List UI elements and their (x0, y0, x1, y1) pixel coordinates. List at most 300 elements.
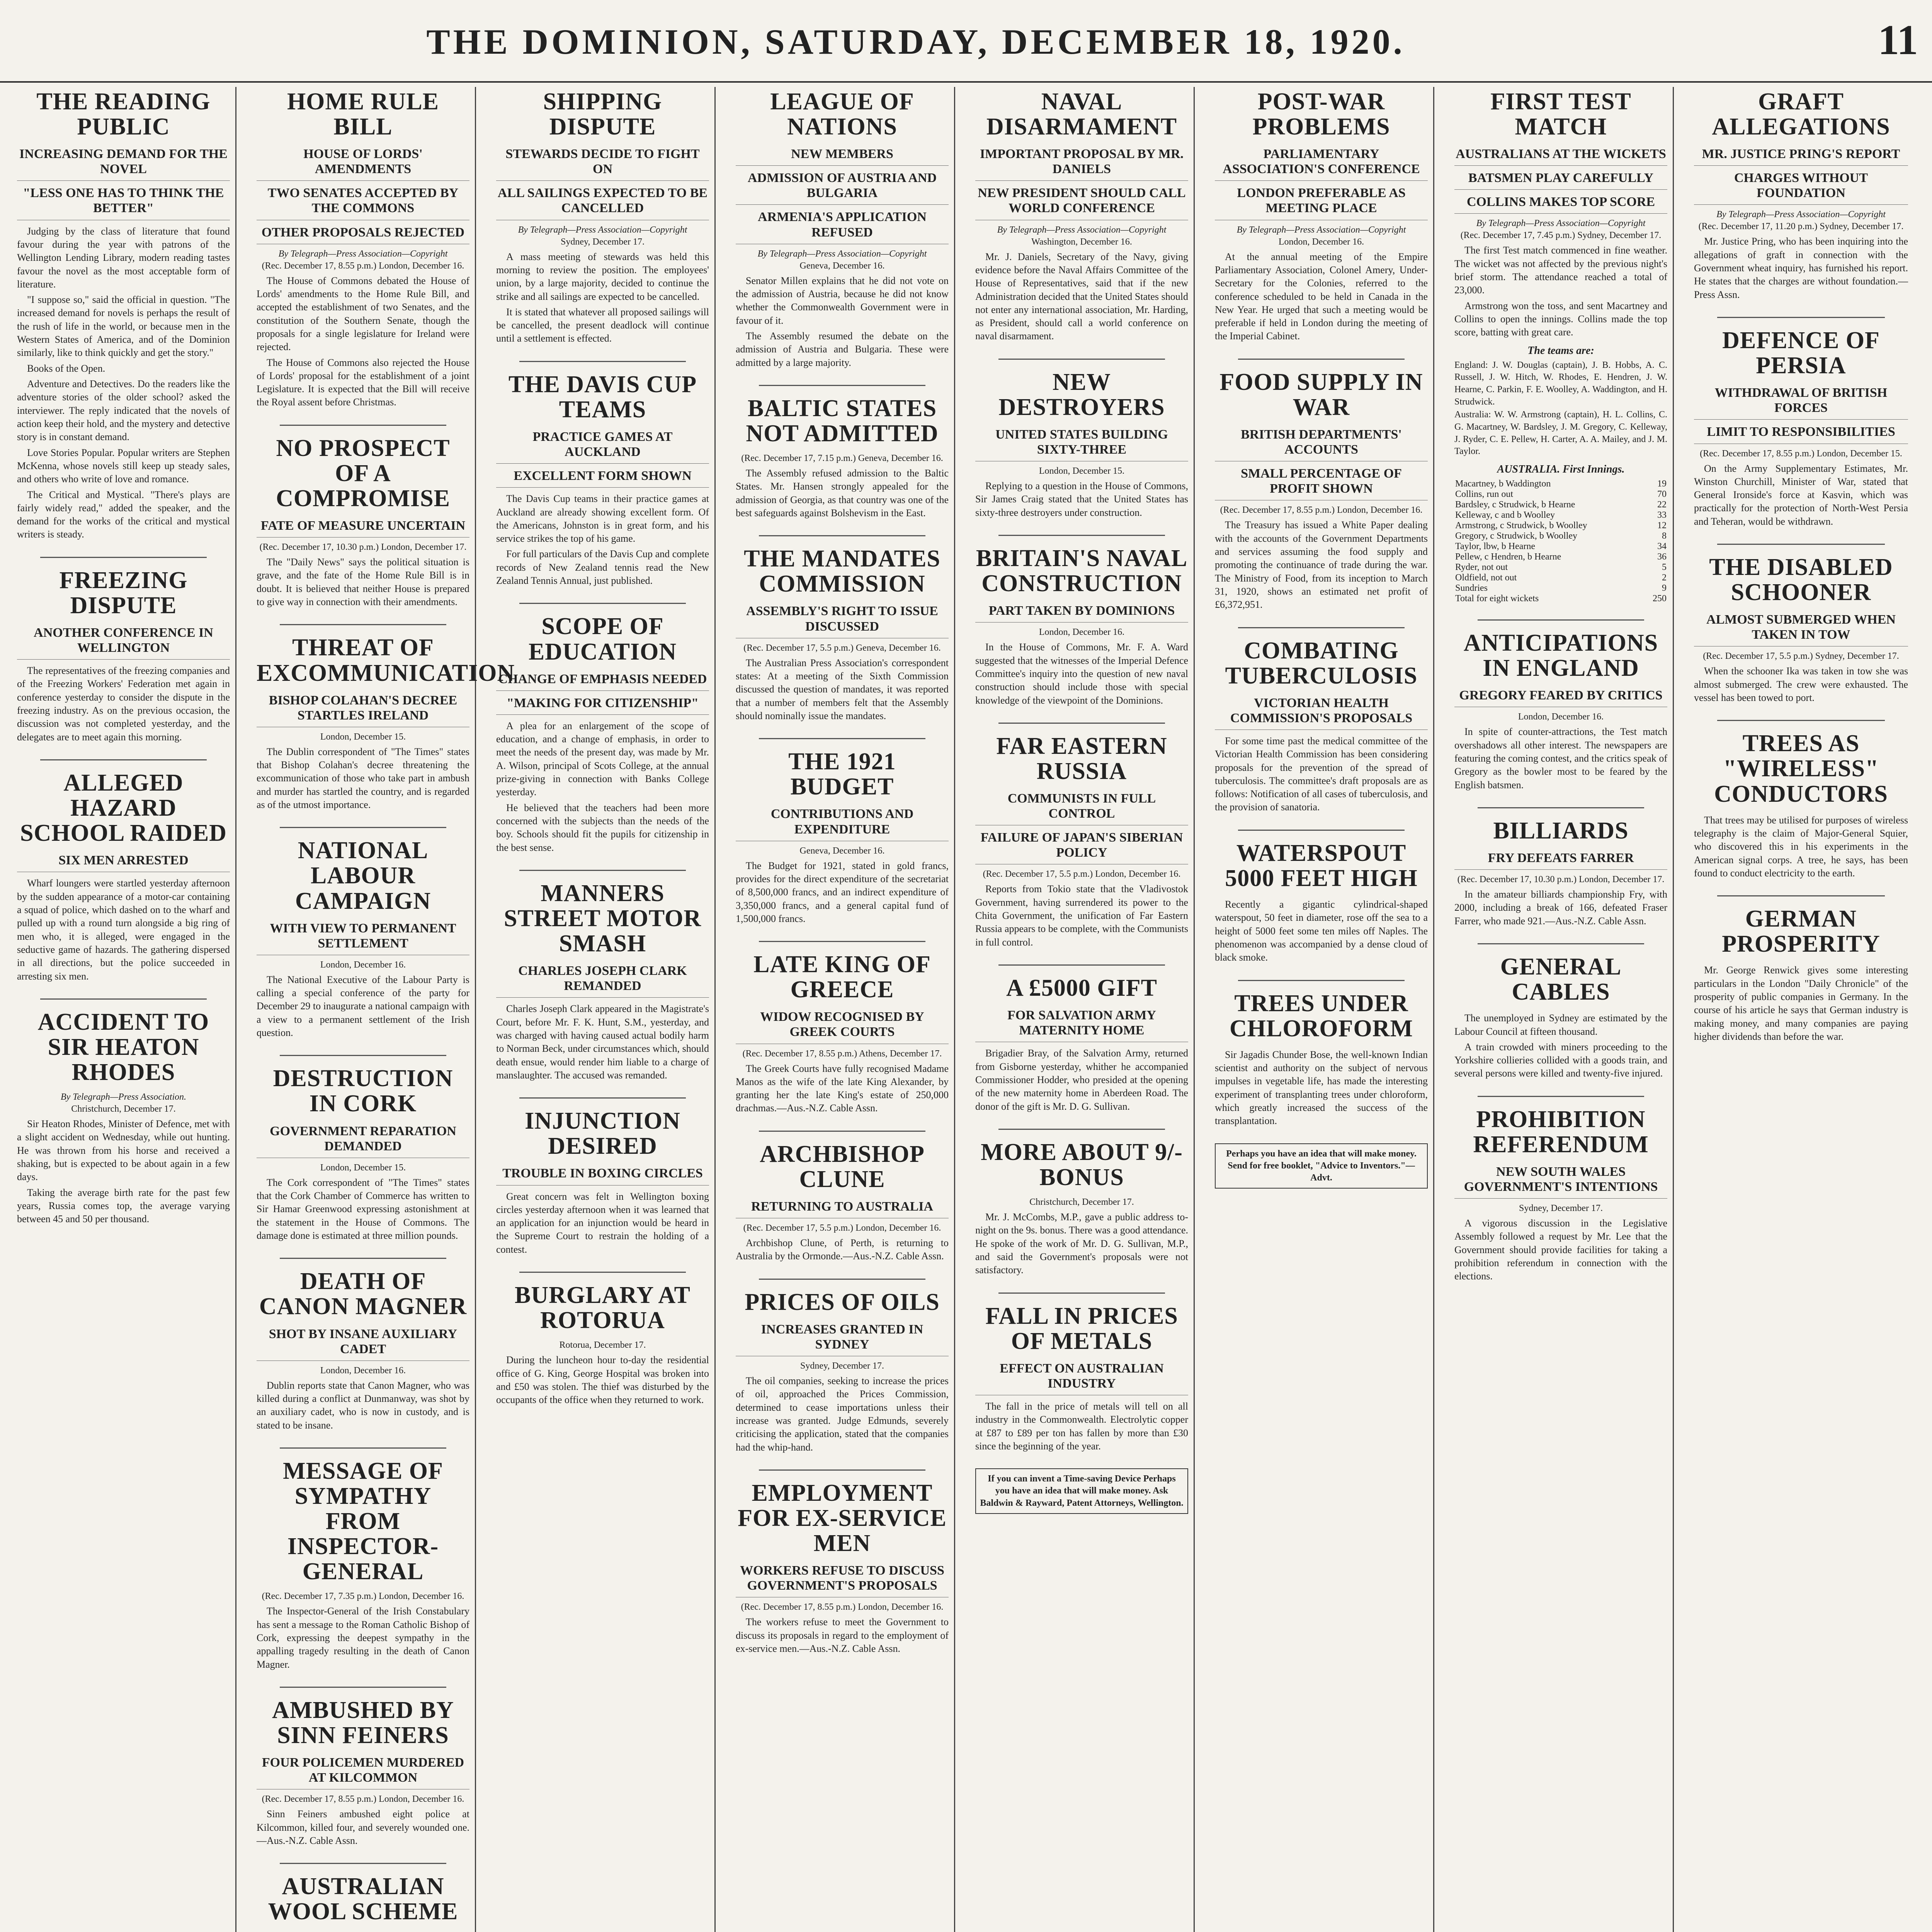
story-dateline: London, December 16. (1518, 712, 1604, 722)
story-headline: DEFENCE OF PERSIA (1722, 327, 1880, 379)
teams-list (1454, 359, 1667, 458)
story-deck: PRACTICE GAMES AT AUCKLAND (496, 429, 709, 464)
story-divider (280, 827, 446, 828)
story-deck: STEWARDS DECIDE TO FIGHT ON (496, 146, 709, 181)
story-headline: THE READING PUBLIC (36, 88, 211, 140)
story (257, 1698, 469, 1847)
runs: 36 (1657, 552, 1667, 562)
story-paragraph: He believed that the teachers had been more concerned with the subjects than the needs of the boy. Schools should fit the pupils for citizenship in the best sense. (496, 802, 709, 853)
runs: 70 (1657, 489, 1667, 500)
story-divider (1238, 830, 1405, 831)
story-body (1215, 1048, 1428, 1128)
story-divider (998, 1129, 1165, 1130)
story (975, 976, 1188, 1113)
story-deck: VICTORIAN HEALTH COMMISSION'S PROPOSALS (1215, 696, 1428, 730)
story-divider (280, 1687, 446, 1688)
story-paragraph: The unemployed in Sydney are estimated by the Labour Council at fifteen thousand. (1454, 1012, 1667, 1037)
column-2 (251, 87, 515, 1932)
story-paragraph: Wharf loungers were startled yesterday afternoon by the sudden appearance of a motor-car containing a squad of police, which dashed on to the wharf and pulled up with a round turn alongside a big ring of men who, it is alleged, were engaged in the seductive game of hazards. The gathering dispersed in all directions, but the police succeeded in arresting six men. (17, 878, 230, 982)
story-body (17, 664, 230, 744)
story-body (1454, 1012, 1667, 1080)
story-deck: IMPORTANT PROPOSAL BY MR. DANIELS (975, 146, 1188, 181)
story (496, 372, 709, 588)
scoreboard-title: AUSTRALIA. First Innings. (1497, 463, 1625, 476)
columns (12, 87, 1930, 1932)
story (257, 89, 469, 409)
story-headline: BURGLARY AT ROTORUA (515, 1282, 690, 1334)
story-divider (998, 723, 1165, 724)
column-7 (1449, 87, 1674, 1932)
scoreboard (1454, 479, 1667, 604)
story-deck: WITHDRAWAL OF BRITISH FORCES (1694, 385, 1908, 420)
story-headline: AUSTRALIAN WOOL SCHEME (268, 1873, 458, 1925)
story (1694, 555, 1908, 704)
story-paragraph: The Greek Courts have fully recognised Madame Manos as the wife of the late King Alexander, by granting her the late King's estate of 250,000 drachmas.—Aus.-N.Z. Cable Assn. (736, 1063, 949, 1114)
story-paragraph: Mr. George Renwick gives some interesting particulars in the London "Daily Chronicle" of the prosperity of public companies in Germany. In the course of his article he says that German industry is making money, and many companies are paying higher dividends than before the war. (1694, 964, 1908, 1042)
story-headline: NAVAL DISARMAMENT (986, 88, 1177, 140)
story (1694, 731, 1908, 880)
story (736, 1142, 949, 1263)
story-deck: CHARGES WITHOUT FOUNDATION (1694, 170, 1908, 205)
runs: 5 (1662, 562, 1667, 573)
story-body (1454, 1217, 1667, 1283)
story-deck: BATSMEN PLAY CAREFULLY (1454, 170, 1667, 190)
story-body (736, 1616, 949, 1655)
story-dateline: Sydney, December 17. (1519, 1203, 1603, 1214)
story-headline: DEATH OF CANON MAGNER (259, 1268, 467, 1320)
runs: 9 (1662, 583, 1667, 594)
story-paragraph: The workers refuse to meet the Government to discuss its proposals in regard to the employment of ex-service men.—Aus.-N.Z. Cable Assn. (736, 1616, 949, 1654)
column-6 (1209, 87, 1434, 1932)
story-dateline: London, December 16. (320, 959, 406, 970)
story (496, 89, 709, 345)
story-divider (519, 1097, 686, 1099)
story-dateline: (Rec. December 17, 5.5 p.m.) Sydney, December 17. (1703, 651, 1899, 662)
story-divider (1478, 807, 1644, 808)
story-paragraph: The representatives of the freezing companies and of the Freezing Workers' Federation met again in conference yesterday to consider the dispute in the freezing industry. As on the previous occasion, the discussion was not completed yesterday, and the delegates are to meet again this morning. (17, 665, 230, 743)
story (736, 546, 949, 723)
story-deck: BRITISH DEPARTMENTS' ACCOUNTS (1215, 427, 1428, 461)
story-byline: By Telegraph—Press Association—Copyright (757, 248, 927, 259)
story-headline: ARCHBISHOP CLUNE (760, 1141, 925, 1192)
story-body (17, 1117, 230, 1226)
story-headline: LEAGUE OF NATIONS (770, 88, 914, 140)
story-paragraph: On the Army Supplementary Estimates, Mr. Winston Churchill, Minister of War, stated that General Ironside's force at Kasvin, which was practically for the protection of North-West Persia and Teheran, would be withdrawn. (1694, 463, 1908, 527)
story-paragraph: The National Executive of the Labour Party is calling a special conference of the party for December 29 to inaugurate a national campaign with a view to a permanent settlement of the Irish question. (257, 974, 469, 1039)
masthead-title: THE DOMINION, SATURDAY, DECEMBER 18, 1920. (426, 22, 1405, 61)
story-headline: NO PROSPECT OF A COMPROMISE (276, 435, 450, 512)
story-deck: AUSTRALIANS AT THE WICKETS (1454, 146, 1667, 166)
scoreboard-row (1454, 562, 1667, 573)
story (496, 614, 709, 854)
story-deck: FAILURE OF JAPAN'S SIBERIAN POLICY (975, 830, 1188, 864)
scoreboard-row (1454, 510, 1667, 520)
story-deck: ASSEMBLY'S RIGHT TO ISSUE DISCUSSED (736, 604, 949, 638)
story-dateline: Christchurch, December 17. (1029, 1197, 1134, 1208)
story-divider (519, 603, 686, 604)
story-body (1694, 964, 1908, 1043)
story-headline: GRAFT ALLEGATIONS (1712, 88, 1890, 140)
story (975, 1304, 1188, 1453)
scoreboard-row (1454, 552, 1667, 562)
story-headline: THE DAVIS CUP TEAMS (508, 371, 697, 423)
story-divider (519, 870, 686, 871)
story-divider (1238, 359, 1405, 360)
story-paragraph: Mr. Justice Pring, who has been inquiring into the allegations of graft in connection with the Government wheat inquiry, has furnished his report. He states that the charges are without foundation.—Press Assn. (1694, 236, 1908, 300)
story-paragraph: The Dublin correspondent of "The Times" states that Bishop Colahan's decree threatening the excommunication of those who take part in ambush and murder has startled the country, and is regarded as of the utmost importance. (257, 746, 469, 811)
story (257, 634, 515, 811)
story-deck: TROUBLE IN BOXING CIRCLES (496, 1166, 709, 1185)
story (17, 770, 230, 983)
story-paragraph: Armstrong won the toss, and sent Macartney and Collins to open the innings. Collins made the top score, batting with great care. (1454, 300, 1667, 338)
story-dateline: (Rec. December 17, 8.55 p.m.) London, December 16. (262, 1794, 464, 1804)
story-deck: FOR SALVATION ARMY MATERNITY HOME (975, 1008, 1188, 1042)
story-divider (1238, 627, 1405, 628)
story-headline: AMBUSHED BY SINN FEINERS (272, 1697, 454, 1749)
story-dateline: London, December 16. (1278, 236, 1364, 247)
story-paragraph: The "Daily News" says the political situation is grave, and the fate of the Home Rule Bill is in doubt. It is believed that neither House is prepared to give way in connection with their amendments. (257, 556, 469, 608)
batsman: Oldfield, not out (1455, 573, 1517, 583)
story-deck: COLLINS MAKES TOP SCORE (1454, 194, 1667, 214)
story-dateline: (Rec. December 17, 8.55 p.m.) London, December 15. (1700, 448, 1902, 459)
story (257, 1874, 469, 1932)
story (736, 1481, 949, 1655)
story-divider (280, 1447, 446, 1449)
story-divider (1478, 1096, 1644, 1097)
batsman: Ryder, not out (1455, 562, 1508, 573)
story (1454, 89, 1667, 604)
teams-title: The teams are: (1527, 344, 1594, 357)
story-headline: DESTRUCTION IN CORK (273, 1065, 453, 1117)
story-dateline: London, December 15. (320, 731, 406, 742)
masthead (0, 0, 1932, 83)
story-headline: MORE ABOUT 9/- BONUS (981, 1139, 1183, 1190)
story-divider (40, 557, 207, 558)
story-paragraph: Sir Heaton Rhodes, Minister of Defence, met with a slight accident on Wednesday, while out hunting. He was thrown from his horse and received a shaking, but is expected to be about again in a few days. (17, 1118, 230, 1183)
story-body (257, 1379, 469, 1432)
story-paragraph: Taking the average birth rate for the past few years, Russia comes top, the average varying between 45 and 50 per thousand. (17, 1187, 230, 1225)
story-dateline: (Rec. December 17, 10.30 p.m.) London, December 17. (259, 542, 467, 553)
story-headline: LATE KING OF GREECE (753, 951, 931, 1003)
story-dateline: (Rec. December 17, 11.20 p.m.) Sydney, December 17. (1698, 221, 1904, 232)
story-paragraph: The Budget for 1921, stated in gold francs, provides for the direct expenditure of the secretariat of 8,500,000 francs, and an indirect expenditure of 3,350,000 francs, and a general capital fund of 1,500,000 francs. (736, 860, 949, 924)
story-paragraph: The Cork correspondent of "The Times" states that the Cork Chamber of Commerce has written to Sir Hamar Greenwood expressing astonishment at the statement in the House of Commons. The damage done is estimated at three million pounds. (257, 1177, 469, 1241)
story-body (496, 719, 709, 854)
story-paragraph: A vigorous discussion in the Legislative Assembly followed a request by Mr. Lee that the Government should provide facilities for taking a prohibition referendum in connection with the elections. (1454, 1218, 1667, 1282)
story-headline: TREES UNDER CHLOROFORM (1230, 990, 1413, 1042)
story (496, 1109, 709, 1256)
story-divider (40, 759, 207, 760)
story-dateline: (Rec. December 17, 7.45 p.m.) Sydney, December 17. (1460, 230, 1662, 241)
story-divider (519, 361, 686, 362)
story-headline: FALL IN PRICES OF METALS (985, 1303, 1178, 1354)
story-body (496, 492, 709, 587)
story-paragraph: A train crowded with miners proceeding to the Yorkshire collieries collided with a goods train, and several persons were killed and twenty-five injured. (1454, 1041, 1667, 1079)
story-dateline: (Rec. December 17, 5.5 p.m.) London, December 16. (983, 869, 1181, 879)
story-headline: HOME RULE BILL (287, 88, 439, 140)
story-headline: POST-WAR PROBLEMS (1252, 88, 1390, 140)
batsman: Armstrong, c Strudwick, b Woolley (1455, 520, 1587, 531)
story-body (257, 1808, 469, 1847)
story (17, 1010, 230, 1226)
story-dateline: (Rec. December 17, 8.55 p.m.) London, December 16. (1220, 505, 1423, 515)
story-headline: MANNERS STREET MOTOR SMASH (503, 880, 702, 957)
story-body (736, 1062, 949, 1115)
story-dateline: (Rec. December 17, 5.5 p.m.) Geneva, December 16. (743, 643, 941, 653)
story-body (257, 1176, 469, 1243)
story (736, 396, 949, 520)
batsman: Taylor, lbw, b Hearne (1455, 541, 1536, 552)
story-paragraph: "I suppose so," said the official in question. "The increased demand for novels is perhaps the result of the rush of life in the world, or because men in the Western States of America, and of the Dominion similarly, like to think quickly and get the story." (17, 294, 230, 359)
story-paragraph: The House of Commons also rejected the House of Lords' proposal for the establishment of a joint Legislature. It is expected that the Bill will receive the Royal assent before Christmas. (257, 357, 469, 408)
story-deck: NEW SOUTH WALES GOVERNMENT'S INTENTIONS (1454, 1164, 1667, 1199)
story-paragraph: Adventure and Detectives. Do the readers like the adventure stories of the older school? asked the interviewer. The reply indicated that the novels of action keep their hold, and the mystery and detective story is in constant demand. (17, 378, 230, 443)
story-paragraph: Mr. J. Daniels, Secretary of the Navy, giving evidence before the Naval Affairs Committee of the House of Representatives, said that if the new Administration decided that the United States should not enter any international association, Mr. Harding, as President, should call a world conference on naval disarmament. (975, 251, 1188, 342)
team-entry: Australia: W. W. Armstrong (captain), H. L. Collins, C. G. Macartney, W. Bardsley, J. M. Gregory, C. Kelleway, J. Ryder, C. E. Pellew, H. Carter, A. A. Mailey, and J. M. Taylor. (1454, 410, 1667, 457)
story (257, 1269, 469, 1432)
story-headline: SCOPE OF EDUCATION (528, 613, 677, 665)
story-byline: By Telegraph—Press Association. (60, 1092, 187, 1102)
story-body (1215, 735, 1428, 814)
story (975, 89, 1188, 343)
story (496, 1283, 709, 1406)
story-paragraph: When the schooner Ika was taken in tow she was almost submerged. The crew were exhausted. The vessel has been towed to port. (1694, 665, 1908, 704)
story-paragraph: The Treasury has issued a White Paper dealing with the accounts of the Government Departments and services assuming the food supply and promoting the continuance of trade during the war. The Ministry of Food, from its inception to March 31, 1920, shows an estimated net profit of £6,372,951. (1215, 519, 1428, 611)
story-paragraph: That trees may be utilised for purposes of wireless telegraphy is the claim of Major-General Squier, who discovered this in his experiments in the American signal corps. A tree, he says, has been found to conduct electricity to the earth. (1694, 814, 1908, 879)
story-paragraph: A mass meeting of stewards was held this morning to review the position. The employees' union, by a large majority, decided to continue the strike and all sailings are expected to be cancelled. (496, 251, 709, 302)
story-deck: NEW MEMBERS (736, 146, 949, 166)
story-deck: MR. JUSTICE PRING'S REPORT (1694, 146, 1908, 166)
story-body (1215, 898, 1428, 964)
story-paragraph: Sinn Feiners ambushed eight police at Kilcommon, killed four, and severely wounded one.—Aus.-N.Z. Cable Assn. (257, 1808, 469, 1846)
story-deck: CONTRIBUTIONS AND EXPENDITURE (736, 806, 949, 841)
story-deck: UNITED STATES BUILDING SIXTY-THREE (975, 427, 1188, 461)
story-paragraph: Great concern was felt in Wellington boxing circles yesterday afternoon when it was learned that an application for an injunction would be heard in the Supreme Court to restrain the holding of a contest. (496, 1190, 709, 1255)
story-headline: ACCIDENT TO SIR HEATON RHODES (37, 1009, 209, 1086)
story-deck: RETURNING TO AUSTRALIA (736, 1199, 949, 1218)
story-dateline: (Rec. December 17, 5.5 p.m.) London, December 16. (743, 1223, 941, 1233)
story-deck: LONDON PREFERABLE AS MEETING PLACE (1215, 185, 1428, 220)
story-dateline: London, December 16. (320, 1365, 406, 1376)
story-paragraph: In spite of counter-attractions, the Test match overshadows all other interest. The newspapers are featuring the coming contest, and the critics speak of Gregory as the bowler most to be feared by the English batsmen. (1454, 726, 1667, 791)
story (257, 1459, 469, 1671)
story (1215, 991, 1428, 1128)
story-deck: FRY DEFEATS FARRER (1454, 850, 1667, 870)
story (736, 952, 949, 1115)
story (975, 1140, 1188, 1277)
batsman: Collins, run out (1455, 489, 1514, 500)
story (1694, 328, 1908, 528)
story-deck: GOVERNMENT REPARATION DEMANDED (257, 1124, 469, 1158)
story-paragraph: The Critical and Mystical. "There's plays are fairly widely read," added the speaker, and the demand for the works of the critical and mystical writers is steady. (17, 489, 230, 540)
story-paragraph: The House of Commons debated the House of Lords' amendments to the Home Rule Bill, and accepted the establishment of two Senates, and the constitution of the Southern Senate, though the proposals for a single legislature for Ireland were rejected. (257, 275, 469, 353)
scoreboard-row (1454, 479, 1667, 489)
story (1215, 841, 1428, 964)
story-headline: ALLEGED HAZARD SCHOOL RAIDED (20, 770, 227, 847)
runs: 19 (1657, 479, 1667, 489)
story (1454, 954, 1667, 1080)
story (17, 568, 230, 744)
story-paragraph: Sir Jagadis Chunder Bose, the well-known Indian scientist and authority on the subject of nervous impulses in vegetable life, has made the interesting experiment of transplanting trees under chloroform, which greatly increased the success of the transplantation. (1215, 1049, 1428, 1127)
story (736, 749, 949, 925)
story-body (1694, 462, 1908, 529)
story (257, 838, 469, 1039)
story-divider (280, 624, 446, 625)
story-headline: BALTIC STATES NOT ADMITTED (746, 395, 939, 447)
story-body (975, 1400, 1188, 1453)
story-body (1454, 725, 1667, 792)
story-deck: EFFECT ON AUSTRALIAN INDUSTRY (975, 1361, 1188, 1395)
story-body (975, 250, 1188, 343)
story-dateline: London, December 16. (1039, 627, 1125, 638)
story-body (496, 1354, 709, 1406)
story-divider (1717, 317, 1885, 318)
story-deck: GREGORY FEARED BY CRITICS (1454, 688, 1667, 707)
story-deck: TWO SENATES ACCEPTED BY THE COMMONS (257, 185, 469, 220)
story-byline: By Telegraph—Press Association—Copyright (997, 224, 1167, 235)
story-divider (280, 425, 446, 426)
story-deck: SHOT BY INSANE AUXILIARY CADET (257, 1327, 469, 1361)
batsman: Macartney, b Waddington (1455, 479, 1551, 489)
story-headline: BILLIARDS (1493, 817, 1629, 844)
story-deck: WITH VIEW TO PERMANENT SETTLEMENT (257, 921, 469, 955)
story-divider (998, 1293, 1165, 1294)
story-headline: WATERSPOUT 5000 FEET HIGH (1225, 840, 1418, 891)
story-headline: FIRST TEST MATCH (1490, 88, 1631, 140)
story-dateline: (Rec. December 17, 7.15 p.m.) Geneva, December 16. (741, 453, 943, 464)
story-dateline: Washington, December 16. (1031, 236, 1132, 247)
story-body (736, 859, 949, 926)
story-divider (1717, 895, 1885, 896)
story-headline: ANTICIPATIONS IN ENGLAND (1463, 630, 1658, 682)
advertisement: If you can invent a Time-saving Device Perhaps you have an idea that will make money. Ask Baldwin & Rayward, Patent Attorneys, Wellington. (975, 1468, 1188, 1514)
story-body (257, 1605, 469, 1671)
story-headline: GENERAL CABLES (1500, 954, 1622, 1005)
story-body (975, 1211, 1188, 1277)
story-byline: By Telegraph—Press Association—Copyright (518, 224, 687, 235)
story (1454, 631, 1667, 792)
story-headline: INJUNCTION DESIRED (525, 1108, 680, 1160)
story-divider (759, 738, 925, 739)
story (736, 1290, 949, 1454)
story-paragraph: Senator Millen explains that he did not vote on the admission of Austria, because he did not know whether the Commonwealth Government were in favour of it. (736, 275, 949, 326)
column-1 (12, 87, 236, 1932)
story-body (975, 641, 1188, 707)
story-body (736, 467, 949, 520)
story-body (736, 656, 949, 723)
story-dateline: Geneva, December 16. (799, 845, 885, 856)
story-paragraph: The first Test match commenced in fine weather. The wicket was not affected by the previous night's brief storm. The attendance reached a total of 23,000. (1454, 245, 1667, 296)
story-divider (1238, 980, 1405, 981)
scoreboard-row (1454, 489, 1667, 500)
story-dateline: (Rec. December 17, 8.55 p.m.) London, December 16. (262, 260, 464, 271)
story-paragraph: Brigadier Bray, of the Salvation Army, returned from Gisborne yesterday, whither he accompanied Commissioner Hodder, who presided at the opening of the new maternity home in Aberdeen Road. The donor of the gift is Mr. D. G. Sullivan. (975, 1048, 1188, 1112)
story-paragraph: During the luncheon hour to-day the residential office of G. King, George Hospital was broken into and £50 was stolen. The thief was disturbed by the occupants of the office when they returned to work. (496, 1354, 709, 1406)
story-body (1454, 244, 1667, 339)
story-deck: CHARLES JOSEPH CLARK REMANDED (496, 963, 709, 998)
story-byline: By Telegraph—Press Association—Copyright (1236, 224, 1406, 235)
story-deck: FOUR POLICEMEN MURDERED AT KILCOMMON (257, 1755, 469, 1789)
story-headline: EMPLOYMENT FOR EX-SERVICE MEN (738, 1480, 947, 1557)
batsman: Pellew, c Hendren, b Hearne (1455, 552, 1561, 562)
story-divider (998, 535, 1165, 536)
scoreboard-row (1454, 583, 1667, 594)
story-divider (519, 1272, 686, 1273)
story-divider (280, 1863, 446, 1864)
team-entry: England: J. W. Douglas (captain), J. B. Hobbs, A. C. Russell, J. W. Hitch, W. Rhodes, E. Hendren, J. W. Hearne, C. Parkin, F. E. Woolley, A. Waddington, and H. Strudwick. (1454, 360, 1667, 407)
story-divider (759, 1279, 925, 1280)
story-divider (759, 941, 925, 942)
story-headline: THE 1921 BUDGET (788, 748, 896, 800)
story (1694, 906, 1908, 1043)
scoreboard-row (1454, 594, 1667, 604)
story-deck: CHANGE OF EMPHASIS NEEDED (496, 672, 709, 691)
story-headline: A £5000 GIFT (1006, 975, 1157, 1002)
column-4 (730, 87, 955, 1932)
story-paragraph: It is stated that whatever all proposed sailings will be cancelled, the present deadlock will continue until a settlement is effected. (496, 306, 709, 344)
story-headline: GERMAN PROSPERITY (1722, 906, 1880, 957)
story-deck: BISHOP COLAHAN'S DECREE STARTLES IRELAND (257, 693, 469, 727)
story-paragraph: Replying to a question in the House of Commons, Sir James Craig stated that the United States has sixty-three destroyers under construction. (975, 480, 1188, 518)
story-headline: THREAT OF EXCOMMUNICATION (257, 634, 515, 686)
story-paragraph: Recently a gigantic cylindrical-shaped waterspout, 50 feet in diameter, rose off the sea to a height of 5000 feet some ten miles off Naples. The phenomenon was accompanied by a dense cloud of black smoke. (1215, 898, 1428, 963)
scoreboard-row (1454, 531, 1667, 541)
story-divider (1478, 619, 1644, 621)
story-deck: OTHER PROPOSALS REJECTED (257, 225, 469, 244)
story-headline: TREES AS "WIRELESS" CONDUCTORS (1714, 730, 1888, 807)
batsman: Sundries (1455, 583, 1488, 594)
story-headline: FREEZING DISPUTE (59, 567, 188, 619)
story-divider (40, 998, 207, 1000)
story-paragraph: Mr. J. McCombs, M.P., gave a public address to-night on the 9s. bonus. There was a good attendance. He spoke of the work of Mr. D. G. Sullivan, M.P., and said the Government's proposals were not satisfactory. (975, 1211, 1188, 1276)
story-deck: ARMENIA'S APPLICATION REFUSED (736, 209, 949, 244)
story (736, 89, 949, 369)
story-deck: ANOTHER CONFERENCE IN WELLINGTON (17, 625, 230, 660)
story-deck: WIDOW RECOGNISED BY GREEK COURTS (736, 1009, 949, 1044)
story-deck: "LESS ONE HAS TO THINK THE BETTER" (17, 185, 230, 220)
story-body (736, 1236, 949, 1263)
story-divider (1478, 943, 1644, 944)
story-paragraph: In the amateur billiards championship Fry, with 2000, including a break of 166, defeated Fraser Farrer, who made 921.—Aus.-N.Z. Cable Assn. (1454, 889, 1667, 927)
story-body (1215, 519, 1428, 611)
story-body (1694, 235, 1908, 301)
story-headline: THE DISABLED SCHOONER (1709, 554, 1893, 606)
runs: 33 (1657, 510, 1667, 520)
scoreboard-row (1454, 520, 1667, 531)
story-divider (998, 964, 1165, 966)
story (1215, 370, 1428, 612)
runs: 22 (1657, 500, 1667, 510)
story (975, 734, 1188, 949)
column-8 (1689, 87, 1913, 1932)
story-divider (280, 1258, 446, 1259)
story-paragraph: Books of the Open. (27, 362, 105, 374)
runs: 34 (1657, 541, 1667, 552)
story-body (1694, 665, 1908, 704)
story-deck: NEW PRESIDENT SHOULD CALL WORLD CONFERENCE (975, 185, 1188, 220)
story-divider (1717, 720, 1885, 721)
story-byline: By Telegraph—Press Association—Copyright (1476, 218, 1646, 229)
story-deck: PARLIAMENTARY ASSOCIATION'S CONFERENCE (1215, 146, 1428, 181)
runs: 2 (1662, 573, 1667, 583)
story-body (17, 877, 230, 983)
story-divider (759, 535, 925, 536)
scoreboard-row (1454, 573, 1667, 583)
story-body (736, 274, 949, 369)
story (1454, 818, 1667, 928)
story (975, 546, 1188, 707)
story-deck: ALL SAILINGS EXPECTED TO BE CANCELLED (496, 185, 709, 220)
